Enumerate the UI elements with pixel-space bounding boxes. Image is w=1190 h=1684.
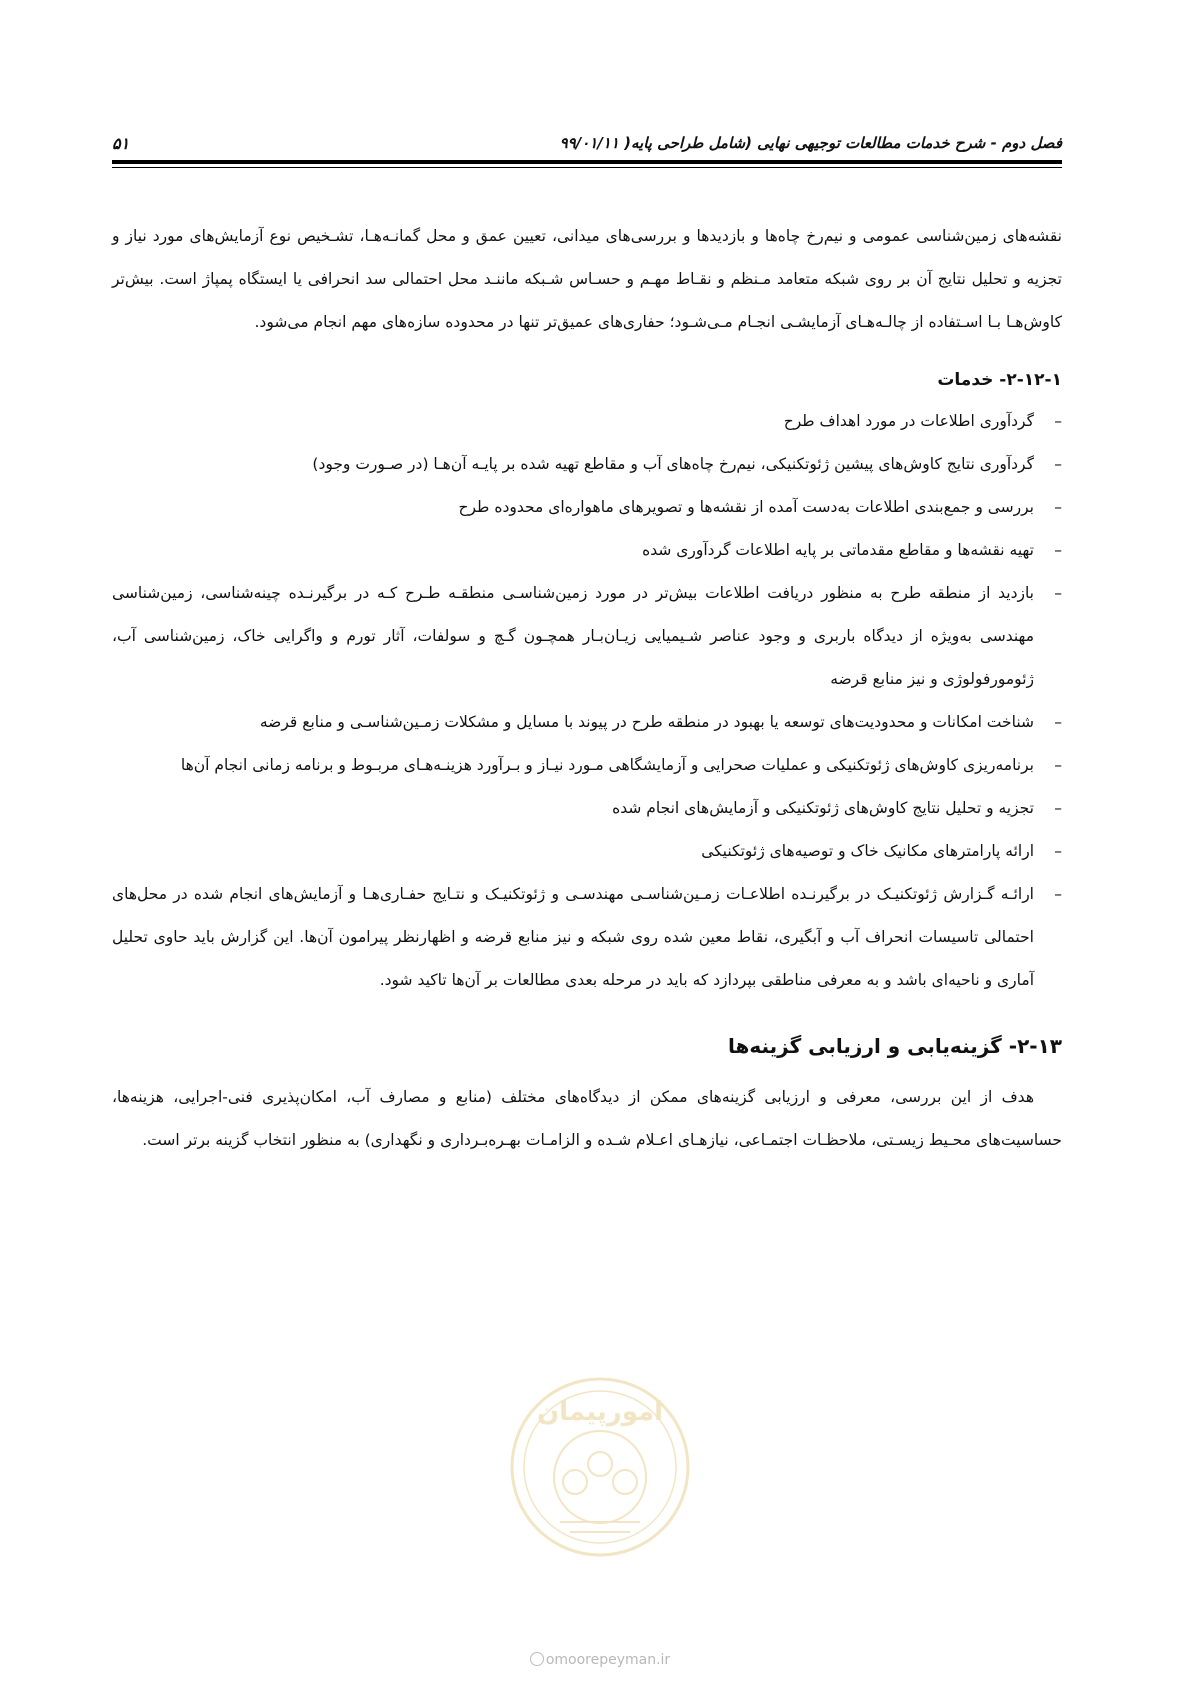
- dash-bullet: –: [1054, 541, 1062, 559]
- dash-bullet: –: [1054, 584, 1062, 602]
- dash-bullet: –: [1054, 412, 1062, 430]
- list-item-text: تجزیه و تحلیل نتایج کاوش‌های ژئوتکنیکی و آزمایش‌های انجام شده: [612, 799, 1034, 817]
- list-item: [112, 701, 1062, 744]
- list-item-text: برنامه‌ریزی کاوش‌های ژئوتکنیکی و عملیات صحرایی و آزمایشگاهی مـورد نیـاز و بـرآورد هزینـه‌هـای مربـوط و برنامه زمانی انجام آن‌ها: [180, 756, 1034, 774]
- list-item: [112, 400, 1062, 443]
- list-item: [112, 572, 1062, 701]
- dash-bullet: –: [1054, 498, 1062, 516]
- list-item-text: بررسی و جمع‌بندی اطلاعات به‌دست آمده از نقشه‌ها و تصویرهای ماهواره‌ای محدوده طرح: [458, 498, 1034, 516]
- list-item: [112, 744, 1062, 787]
- services-list: [112, 400, 1062, 1002]
- header-rule-thick: [112, 160, 1062, 164]
- watermark-url-text: omoorepeyman.ir: [545, 1652, 671, 1668]
- dash-bullet: –: [1054, 842, 1062, 860]
- section-paragraph: هدف از این بررسی، معرفی و ارزیابی گزینه‌های ممکن از دیدگاه‌های مختلف (منابع و مصارف آب، امکان‌پذیری فنی-اجرایی، هزینه‌ها، حساسیت‌های محـیط زیسـتی، ملاحظـات اجتمـاعی، نیازهـای اعـلام شـده و الزامـات بهـره‌بـرداری و نگهداری) به منظور انتخاب گزینه برتر است.: [112, 1088, 1062, 1149]
- header-rule-thin: [112, 167, 1062, 168]
- list-item: [112, 529, 1062, 572]
- list-item-text: بازدید از منطقه طرح به منظور دریافت اطلاعات بیش‌تر در مورد زمین‌شناسـی منطقـه طـرح کـه در برگیرنـده چینه‌شناسی، زمین‌شناسی مهندسی به‌ویژه از دیدگاه باربری و وجود عناصر شـیمیایی زیـان‌بـار همچـون گـچ و سولفات، آثار تورم و واگرایی خاک، زمین‌شناسی آب، ژئومورفولوژی و نیز منابع قرضه: [112, 584, 1034, 688]
- list-item: [112, 486, 1062, 529]
- list-item-text: تهیه نقشه‌ها و مقاطع مقدماتی بر پایه اطلاعات گردآوری شده: [642, 541, 1034, 559]
- page-body: [112, 215, 1062, 1162]
- services-heading: ۲-۱۲-۱- خدمات: [937, 370, 1062, 390]
- list-item: [112, 443, 1062, 486]
- at-icon: [530, 1652, 544, 1666]
- list-item-text: ارائـه گـزارش ژئوتکنیـک در برگیرنـده اطلاعـات زمـین‌شناسـی مهندسـی و ژئوتکنیـک و نتـایج حفـاری‌هـا و آزمایش‌های انجام شده در محل‌های احتمالی تاسیسات انحراف آب و آبگیری، نقاط معین شده روی شبکه و نیز منابع قرضه و اظهارنظر پیرامون آن‌ها. این گزارش باید حاوی تحلیل آماری و ناحیه‌ای باشد و به معرفی مناطقی بپردازد که باید در مرحله بعدی مطالعات بر آن‌ها تاکید شود.: [112, 885, 1034, 989]
- list-item-text: شناخت امکانات و محدودیت‌های توسعه یا بهبود در منطقه طرح در پیوند با مسایل و مشکلات زمـین‌شناسـی و منابع قرضه: [259, 713, 1034, 731]
- watermark-logo: [505, 1372, 695, 1562]
- watermark-logo-text: امورپیمان: [536, 1397, 664, 1427]
- list-item: [112, 787, 1062, 830]
- list-item-text: ارائه پارامترهای مکانیک خاک و توصیه‌های ژئوتکنیکی: [701, 842, 1034, 860]
- dash-bullet: –: [1054, 756, 1062, 774]
- intro-paragraph: نقشه‌های زمین‌شناسی عمومی و نیم‌رخ چاه‌ها و بازدیدها و بررسی‌های میدانی، تعیین عمق و محل گمانـه‌هـا، تشـخیص نوع آزمایش‌های مورد نیاز و تجزیه و تحلیل نتایج آن بر روی شبکه متعامد مـنظم و نقـاط مهـم و حسـاس شـبکه ماننـد محل احتمالی سد انحرافی یا ایستگاه پمپاژ است. بیش‌تر کاوش‌هـا بـا اسـتفاده از چالـه‌هـای آزمایشـی انجـام مـی‌شـود؛ حفاری‌های عمیق‌تر تنها در محدوده سازه‌های مهم انجام می‌شود.: [112, 227, 1062, 331]
- list-item: [112, 830, 1062, 873]
- dash-bullet: –: [1054, 885, 1062, 903]
- watermark-url: [520, 1652, 680, 1668]
- section-heading: ۲-۱۳- گزینه‌یابی و ارزیابی گزینه‌ها: [727, 1034, 1062, 1058]
- dash-bullet: –: [1054, 713, 1062, 731]
- dash-bullet: –: [1054, 455, 1062, 473]
- list-item: [112, 873, 1062, 1002]
- page-number: ۵۱: [112, 133, 130, 153]
- list-item-text: گردآوری نتایج کاوش‌های پیشین ژئوتکنیکی، نیم‌رخ چاه‌های آب و مقاطع تهیه شده بر پایـه آن‌هـا (در صـورت وجود): [312, 455, 1034, 473]
- list-item-text: گردآوری اطلاعات در مورد اهداف طرح: [783, 412, 1034, 430]
- dash-bullet: –: [1054, 799, 1062, 817]
- page-header: [112, 128, 1062, 158]
- header-title: فصل دوم - شرح خدمات مطالعات توجیهی نهایی (شامل طراحی پایه( ۹۹/۰۱/۱۱: [559, 134, 1062, 152]
